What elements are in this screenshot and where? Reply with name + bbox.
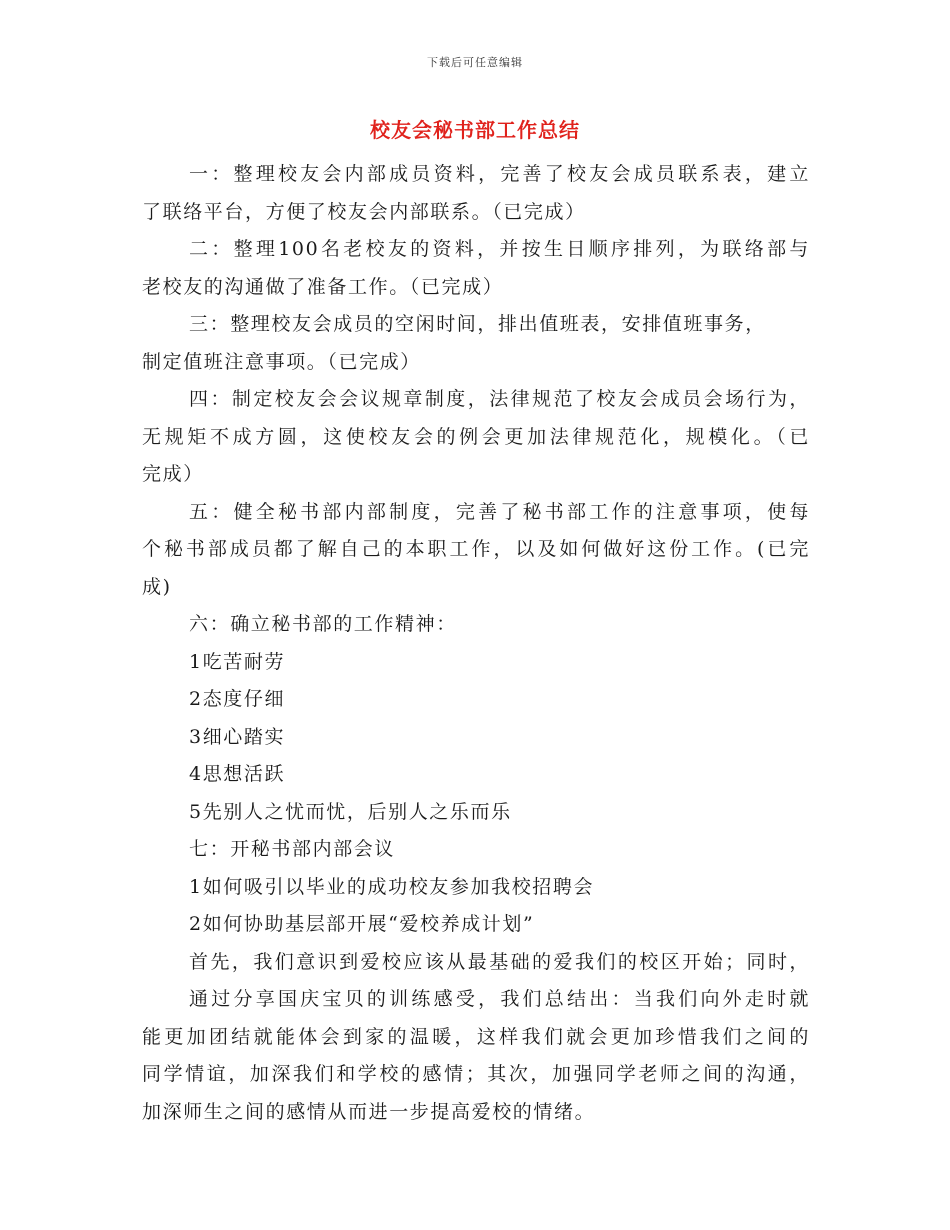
paragraph-line: 5先别人之忧而忧，后别人之乐而乐 bbox=[189, 800, 512, 823]
paragraph-line: 七：开秘书部内部会议 bbox=[189, 838, 396, 860]
paragraph-line: 首先，我们意识到爱校应该从最基础的爱我们的校区开始；同时， bbox=[189, 950, 810, 973]
paragraph-line: 4思想活跃 bbox=[189, 763, 286, 785]
paragraph-line: 无规矩不成方圆，这使校友会的例会更加法律规范化，规模化。（已 bbox=[142, 425, 810, 448]
paragraph-line: 1如何吸引以毕业的成功校友参加我校招聘会 bbox=[189, 875, 595, 898]
paragraph-line: 二：整理100名老校友的资料，并按生日顺序排列，为联络部与 bbox=[189, 238, 810, 260]
paragraph-line: 了联络平台，方便了校友会内部联系。（已完成） bbox=[142, 200, 586, 223]
paragraph-line: 老校友的沟通做了准备工作。（已完成） bbox=[142, 275, 504, 298]
document-title: 校友会秘书部工作总结 bbox=[370, 118, 580, 142]
paragraph-line: 1吃苦耐劳 bbox=[189, 650, 286, 673]
paragraph-line: 完成） bbox=[142, 463, 204, 485]
paragraph-line: 3细心踏实 bbox=[189, 725, 286, 748]
paragraph-line: 个秘书部成员都了解自己的本职工作，以及如何做好这份工作。(已完 bbox=[142, 538, 810, 560]
paragraph-line: 制定值班注意事项。（已完成） bbox=[142, 350, 421, 373]
paragraph-line: 2态度仔细 bbox=[189, 688, 286, 710]
paragraph-line: 通过分享国庆宝贝的训练感受，我们总结出：当我们向外走时就 bbox=[189, 988, 810, 1010]
document-body bbox=[142, 156, 810, 1131]
paragraph-line: 成) bbox=[142, 575, 172, 598]
paragraph-line: 一：整理校友会内部成员资料，完善了校友会成员联系表，建立 bbox=[189, 163, 810, 185]
paragraph-line: 六：确立秘书部的工作精神： bbox=[189, 613, 457, 635]
paragraph-line: 2如何协助基层部开展“爱校养成计划” bbox=[189, 913, 535, 935]
paragraph-line: 五：健全秘书部内部制度，完善了秘书部工作的注意事项，使每 bbox=[189, 500, 810, 523]
paragraph-line: 三：整理校友会成员的空闲时间，排出值班表，安排值班事务， bbox=[189, 313, 766, 335]
paragraph-line: 同学情谊，加深我们和学校的感情；其次，加强同学老师之间的沟通， bbox=[142, 1063, 810, 1085]
download-note: 下载后可任意编辑 bbox=[427, 56, 523, 69]
paragraph-line: 四：制定校友会会议规章制度，法律规范了校友会成员会场行为， bbox=[189, 388, 810, 410]
paragraph-line: 能更加团结就能体会到家的温暖，这样我们就会更加珍惜我们之间的 bbox=[142, 1025, 810, 1048]
paragraph-line: 加深师生之间的感情从而进一步提高爱校的情绪。 bbox=[142, 1100, 596, 1123]
